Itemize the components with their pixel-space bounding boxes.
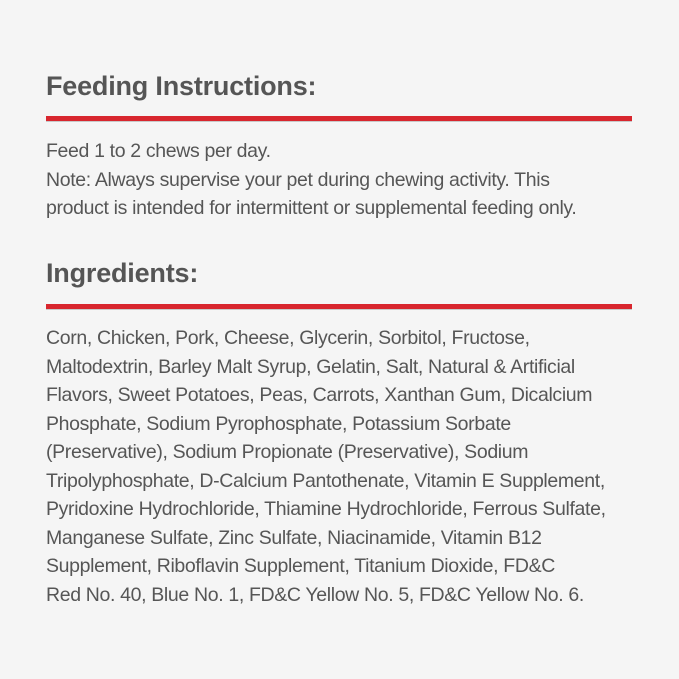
ingredients-divider <box>46 304 632 310</box>
feeding-line: Feed 1 to 2 chews per day. <box>46 140 271 162</box>
ingredients-line: Manganese Sulfate, Zinc Sulfate, Niacinamide, Vitamin B12 <box>46 526 542 549</box>
ingredients-line: Pyridoxine Hydrochloride, Thiamine Hydrochloride, Ferrous Sulfate, <box>46 498 606 520</box>
ingredients-line: Flavors, Sweet Potatoes, Peas, Carrots, Xanthan Gum, Dicalcium <box>46 384 593 406</box>
ingredients-line: Red No. 40, Blue No. 1, FD&C Yellow No. 5, FD&C Yellow No. 6. <box>46 583 584 606</box>
ingredients-line: Tripolyphosphate, D-Calcium Pantothenate, Vitamin E Supplement, <box>46 469 605 492</box>
ingredients-line: Maltodextrin, Barley Malt Syrup, Gelatin, Salt, Natural & Artificial <box>46 355 575 378</box>
ingredients-section <box>46 258 632 609</box>
feeding-instructions-section <box>46 71 632 223</box>
feeding-line: product is intended for intermittent or supplemental feeding only. <box>46 197 577 219</box>
ingredients-line: Corn, Chicken, Pork, Cheese, Glycerin, Sorbitol, Fructose, <box>46 327 530 349</box>
ingredients-line: Supplement, Riboflavin Supplement, Titanium Dioxide, FD&C <box>46 555 555 577</box>
ingredients-line: Phosphate, Sodium Pyrophosphate, Potassium Sorbate <box>46 412 511 435</box>
ingredients-text <box>46 324 632 609</box>
ingredients-heading: Ingredients: <box>46 258 199 288</box>
feeding-divider <box>46 116 632 122</box>
ingredients-line: (Preservative), Sodium Propionate (Preservative), Sodium <box>46 441 529 463</box>
feeding-line: Note: Always supervise your pet during chewing activity. This <box>46 168 550 191</box>
feeding-instructions-text <box>46 137 632 223</box>
feeding-instructions-heading: Feeding Instructions: <box>46 71 317 101</box>
